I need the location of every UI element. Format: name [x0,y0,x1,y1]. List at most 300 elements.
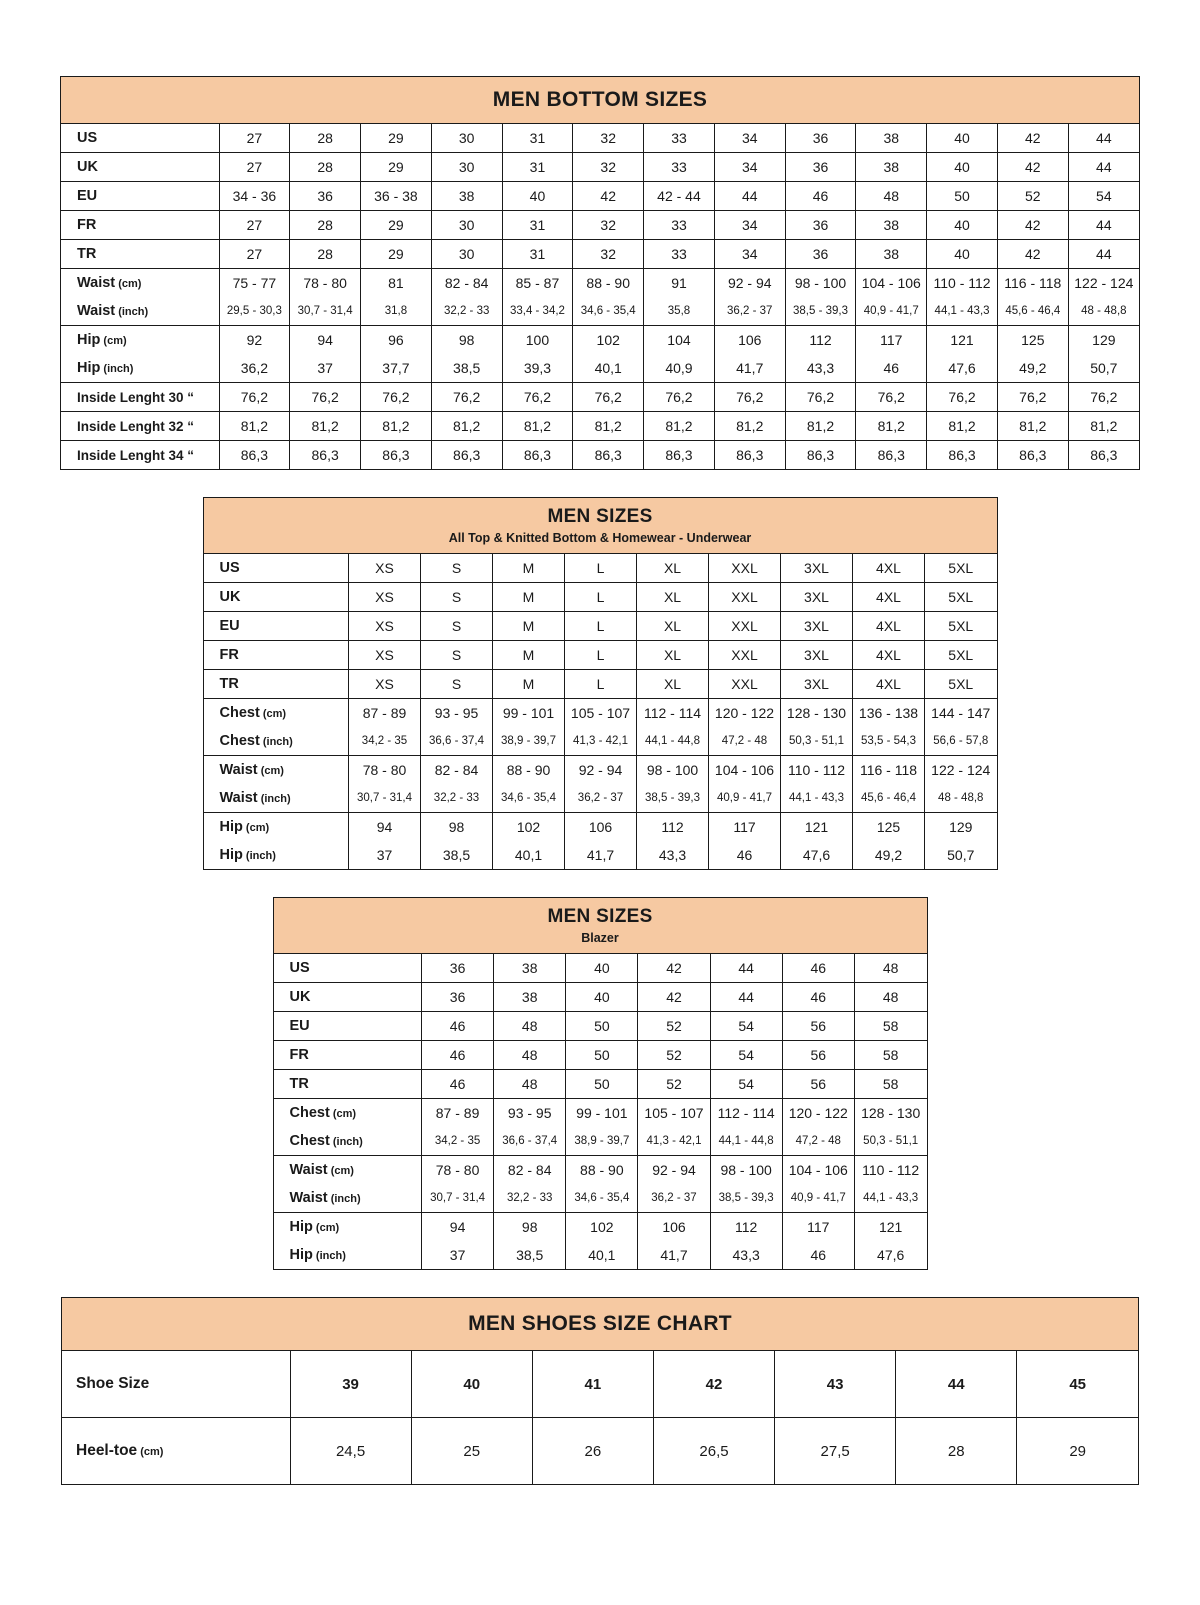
size-cell: 40 [411,1351,532,1418]
size-cell: 102 [573,326,644,355]
size-cell: 44 [714,182,785,211]
size-cell: M [493,641,565,670]
size-cell: 50 [927,182,998,211]
size-cell: 43,3 [785,354,856,383]
size-cell: 42 [997,240,1068,269]
size-cell: 36,2 - 37 [638,1184,710,1213]
size-cell: 38,5 [494,1241,566,1269]
size-cell: 47,6 [877,1247,905,1263]
size-cell: 76,2 [714,383,785,412]
size-cell: 42 [638,954,710,983]
size-cell: 33 [644,124,715,153]
size-cell: 34 [714,153,785,182]
size-cell: 56 [782,1012,854,1041]
row-label: Chest (cm) [204,699,349,728]
size-cell: 104 - 106 [782,1156,854,1185]
size-cell: 129 [949,819,973,835]
size-cell: 120 - 122 [782,1099,854,1128]
size-cell: 81,2 [502,412,573,441]
table-row [61,383,1139,412]
table-row [204,670,997,699]
size-cell: 39 [290,1351,411,1418]
table-row [61,269,1139,298]
size-cell: 44 [1068,153,1139,182]
men-sizes-top-grid [204,554,997,869]
size-cell: 44,1 - 44,8 [637,727,709,756]
size-cell: 86,3 [431,441,502,470]
size-cell: 58 [854,1041,926,1070]
table-row [204,813,997,842]
size-cell: 24,5 [290,1418,411,1485]
size-cell: 37 [290,354,361,383]
row-label: TR [204,670,349,699]
size-cell: 44 [710,983,782,1012]
size-cell: 86,3 [644,441,715,470]
size-cell: 36 [290,182,361,211]
size-cell: 93 - 95 [421,699,493,728]
row-label: US [274,954,422,983]
size-cell: 34,6 - 35,4 [573,297,644,326]
size-cell: 81 [361,269,432,298]
size-cell: 34 - 36 [219,182,290,211]
row-label: Hip (cm) [274,1213,422,1242]
size-cell: L [565,670,637,699]
size-cell: 38,5 - 39,3 [637,784,709,813]
table-title: MEN SHOES SIZE CHART [468,1312,732,1335]
size-cell: 94 [349,813,421,842]
table-row [204,699,997,728]
size-cell: 37 [422,1241,494,1269]
size-cell: 78 - 80 [422,1156,494,1185]
table-row [61,297,1139,326]
size-cell: 30 [431,153,502,182]
size-cell: 36,6 - 37,4 [494,1127,566,1156]
size-cell: 91 [644,269,715,298]
size-cell: 5XL [925,612,997,641]
row-label: Chest (inch) [204,727,349,756]
table-header [204,498,997,554]
size-cell: M [493,612,565,641]
size-cell: 112 - 114 [710,1099,782,1128]
size-cell: 46 [782,983,854,1012]
size-cell: S [421,641,493,670]
size-cell: 99 - 101 [493,699,565,728]
table-title: MEN BOTTOM SIZES [492,88,708,111]
size-cell: XL [637,583,709,612]
size-cell: 128 - 130 [781,699,853,728]
size-cell: 54 [710,1070,782,1099]
size-cell: 122 - 124 [931,762,991,778]
size-cell: 49,2 [997,354,1068,383]
table-row [204,756,997,785]
size-cell: 40,9 - 41,7 [782,1184,854,1213]
table-row [61,354,1139,383]
row-label: Chest (inch) [274,1127,422,1156]
size-cell: 87 - 89 [349,699,421,728]
size-cell: 44,1 - 43,3 [854,1184,926,1213]
size-cell: 85 - 87 [502,269,573,298]
size-cell: 32,2 - 33 [494,1184,566,1213]
size-cell: 46 [782,1241,854,1269]
size-cell: 4XL [853,612,925,641]
size-cell: 34,6 - 35,4 [493,784,565,813]
row-label: Inside Lenght 30 “ [61,383,219,412]
table-header [61,77,1139,124]
size-cell: L [565,583,637,612]
size-cell: 86,3 [714,441,785,470]
size-cell: 36,2 [219,354,290,383]
size-cell: 36,6 - 37,4 [421,727,493,756]
row-label: US [204,554,349,583]
size-cell: 93 - 95 [494,1099,566,1128]
size-cell: 99 - 101 [566,1099,638,1128]
row-label: Waist (cm) [61,269,219,298]
size-cell: 36 [785,153,856,182]
row-label: EU [204,612,349,641]
size-cell: 104 - 106 [856,269,927,298]
size-cell: 98 [431,326,502,355]
size-cell: 86,3 [1090,447,1118,463]
size-cell: 38 [431,182,502,211]
row-label: FR [61,211,219,240]
size-cell: 86,3 [290,441,361,470]
size-cell: 27 [219,124,290,153]
size-cell: 48 [854,983,926,1012]
size-cell: 98 [421,813,493,842]
size-cell: 46 [856,354,927,383]
size-cell: 102 [493,813,565,842]
size-cell: 42 [997,153,1068,182]
row-label: Waist (cm) [204,756,349,785]
size-cell: 34,2 - 35 [422,1127,494,1156]
row-label: TR [61,240,219,269]
table-header [274,898,927,954]
size-cell: 34,6 - 35,4 [566,1184,638,1213]
size-cell: 29 [361,153,432,182]
size-cell: 37,7 [361,354,432,383]
table-row [274,954,927,983]
size-cell: 52 [638,1041,710,1070]
size-cell: 81,2 [785,412,856,441]
size-cell: 76,2 [361,383,432,412]
size-cell: 120 - 122 [709,699,781,728]
size-cell: 28 [290,240,361,269]
size-cell: 76,2 [856,383,927,412]
size-cell: 46 [422,1070,494,1099]
size-cell: 88 - 90 [566,1156,638,1185]
size-cell: 136 - 138 [853,699,925,728]
size-cell: 40,9 [644,354,715,383]
size-cell: 86,3 [361,441,432,470]
size-cell: XS [349,641,421,670]
size-cell: 86,3 [927,441,998,470]
table-row [62,1351,1138,1418]
table-row [204,612,997,641]
size-cell: 3XL [781,670,853,699]
size-cell: 50,7 [947,847,975,863]
row-label: UK [274,983,422,1012]
size-cell: 106 [714,326,785,355]
size-cell: M [493,583,565,612]
size-cell: 28 [290,211,361,240]
size-cell: 121 [878,1219,903,1235]
size-cell: 110 - 112 [862,1162,920,1178]
size-cell: 5XL [925,670,997,699]
size-cell: 128 - 130 [861,1105,921,1121]
size-cell: 54 [710,1041,782,1070]
size-cell: 28 [290,153,361,182]
table-row [204,583,997,612]
size-cell: 4XL [853,670,925,699]
size-cell: 112 [710,1213,782,1242]
size-cell: 87 - 89 [422,1099,494,1128]
size-cell: 34 [714,124,785,153]
size-cell: 38,5 - 39,3 [785,297,856,326]
size-cell: 46 [785,182,856,211]
size-cell: 41 [532,1351,653,1418]
size-cell: 81,2 [290,412,361,441]
size-cell: XS [349,583,421,612]
size-cell: 47,6 [781,841,853,869]
size-cell: 5XL [925,583,997,612]
size-cell: 92 - 94 [565,756,637,785]
table-row [204,727,997,756]
size-cell: 105 - 107 [565,699,637,728]
size-cell: 50 [566,1041,638,1070]
row-label: Hip (cm) [204,813,349,842]
size-cell: 34 [714,211,785,240]
size-cell: 49,2 [853,841,925,869]
table-row [61,412,1139,441]
size-cell: M [493,554,565,583]
size-cell: 43,3 [710,1241,782,1269]
size-cell: 81,2 [573,412,644,441]
size-cell: 28 [896,1418,1017,1485]
size-cell: 30 [431,211,502,240]
size-cell: 56 [782,1041,854,1070]
size-cell: 44 [896,1351,1017,1418]
size-cell: 46 [422,1041,494,1070]
size-cell: 5XL [925,641,997,670]
size-cell: 48 [494,1012,566,1041]
size-cell: 36 [785,124,856,153]
size-cell: 50 [566,1070,638,1099]
size-cell: 58 [854,1012,926,1041]
size-cell: 36 [422,954,494,983]
size-cell: 29 [361,124,432,153]
size-cell: 105 - 107 [638,1099,710,1128]
size-cell: 40 [927,211,998,240]
size-cell: XXL [709,641,781,670]
size-cell: 31 [502,211,573,240]
size-cell: 44 [1068,124,1139,153]
size-cell: 76,2 [502,383,573,412]
table-row [274,1099,927,1128]
size-cell: M [493,670,565,699]
size-cell: 34,2 - 35 [349,727,421,756]
size-cell: 94 [422,1213,494,1242]
table-row [204,784,997,813]
size-cell: 40 [927,153,998,182]
size-cell: 33 [644,153,715,182]
size-cell: 27,5 [775,1418,896,1485]
size-cell: 48 [856,182,927,211]
size-cell: 44 [1068,211,1139,240]
size-cell: 38 [856,124,927,153]
row-label: Waist (inch) [274,1184,422,1213]
size-cell: 46 [709,841,781,869]
size-cell: XL [637,554,709,583]
size-cell: 81,2 [714,412,785,441]
size-cell: 32 [573,153,644,182]
size-cell: 26 [532,1418,653,1485]
size-cell: 96 [361,326,432,355]
size-cell: 33 [644,211,715,240]
size-cell: 31 [502,124,573,153]
table-row [61,211,1139,240]
size-cell: XS [349,612,421,641]
size-cell: 100 [502,326,573,355]
size-cell: 86,3 [856,441,927,470]
size-cell: 86,3 [219,441,290,470]
size-cell: 27 [219,240,290,269]
size-cell: 38 [494,954,566,983]
size-cell: 81,2 [927,412,998,441]
size-cell: 98 - 100 [710,1156,782,1185]
size-cell: 92 - 94 [638,1156,710,1185]
size-cell: 92 [219,326,290,355]
size-cell: 31 [502,153,573,182]
size-cell: 36 [785,240,856,269]
size-cell: 53,5 - 54,3 [853,727,925,756]
size-cell: 41,7 [565,841,637,869]
size-cell: 81,2 [997,412,1068,441]
size-cell: 40,1 [573,354,644,383]
size-cell: 98 - 100 [637,756,709,785]
row-label: Chest (cm) [274,1099,422,1128]
size-cell: 76,2 [290,383,361,412]
size-cell: 104 [644,326,715,355]
size-cell: 40,1 [566,1241,638,1269]
size-cell: 106 [638,1213,710,1242]
size-cell: 110 - 112 [781,756,853,785]
row-label: Waist (cm) [274,1156,422,1185]
size-cell: 42 [573,182,644,211]
size-cell: 45,6 - 46,4 [997,297,1068,326]
size-cell: 38 [494,983,566,1012]
size-cell: 38 [856,211,927,240]
size-cell: 125 [997,326,1068,355]
size-cell: 45 [1017,1351,1138,1418]
size-cell: 40 [927,124,998,153]
size-cell: 81,2 [361,412,432,441]
size-cell: 29 [361,211,432,240]
size-cell: XL [637,641,709,670]
size-cell: XXL [709,583,781,612]
size-cell: 117 [709,813,781,842]
table-title: MEN SIZES [547,506,653,527]
table-row [274,1070,927,1099]
size-cell: 34 [714,240,785,269]
size-cell: 36 - 38 [361,182,432,211]
table-row [61,326,1139,355]
size-cell: 40,9 - 41,7 [709,784,781,813]
size-cell: 28 [290,124,361,153]
size-cell: 82 - 84 [421,756,493,785]
table-row [274,1041,927,1070]
size-cell: 41,3 - 42,1 [565,727,637,756]
size-cell: 76,2 [927,383,998,412]
men-sizes-blazer-table [273,897,928,1270]
size-cell: 44 [710,954,782,983]
size-cell: 44,1 - 43,3 [781,784,853,813]
men-bottom-sizes-table [60,76,1140,470]
size-cell: 121 [927,326,998,355]
size-cell: 39,3 [502,354,573,383]
size-cell: 36,2 - 37 [714,297,785,326]
size-cell: 82 - 84 [494,1156,566,1185]
size-cell: 116 - 118 [997,269,1068,298]
row-label: Hip (inch) [61,354,219,383]
size-cell: 112 [785,326,856,355]
row-label: Inside Lenght 34 “ [61,441,219,470]
size-cell: 29 [361,240,432,269]
size-cell: 35,8 [644,297,715,326]
size-cell: 41,7 [638,1241,710,1269]
table-row [274,1127,927,1156]
size-cell: 44,1 - 43,3 [927,297,998,326]
size-cell: 42 [653,1351,774,1418]
size-cell: 43 [775,1351,896,1418]
size-cell: XL [637,670,709,699]
size-cell: 4XL [853,583,925,612]
size-cell: 3XL [781,583,853,612]
size-cell: XXL [709,612,781,641]
size-cell: S [421,612,493,641]
size-cell: 117 [782,1213,854,1242]
size-cell: 76,2 [573,383,644,412]
row-label: EU [61,182,219,211]
row-label: Waist (inch) [204,784,349,813]
size-cell: 76,2 [644,383,715,412]
size-cell: 48 [494,1041,566,1070]
table-row [274,1156,927,1185]
size-cell: L [565,554,637,583]
row-label: Hip (inch) [204,841,349,869]
row-label: US [61,124,219,153]
size-cell: 41,7 [714,354,785,383]
size-cell: 46 [422,1012,494,1041]
size-cell: 31 [502,240,573,269]
size-cell: XXL [709,670,781,699]
size-cell: 32 [573,124,644,153]
table-row [61,124,1139,153]
size-cell: 81,2 [644,412,715,441]
size-cell: 40 [566,983,638,1012]
size-cell: 81,2 [431,412,502,441]
size-cell: 29 [1069,1442,1087,1460]
table-row [274,1012,927,1041]
size-cell: 86,3 [785,441,856,470]
row-label: UK [204,583,349,612]
size-cell: 76,2 [219,383,290,412]
size-cell: 76,2 [997,383,1068,412]
size-cell: 48 - 48,8 [925,784,997,813]
size-cell: 31,8 [361,297,432,326]
size-cell: 38,9 - 39,7 [566,1127,638,1156]
size-cell: XL [637,612,709,641]
table-header [62,1298,1138,1351]
